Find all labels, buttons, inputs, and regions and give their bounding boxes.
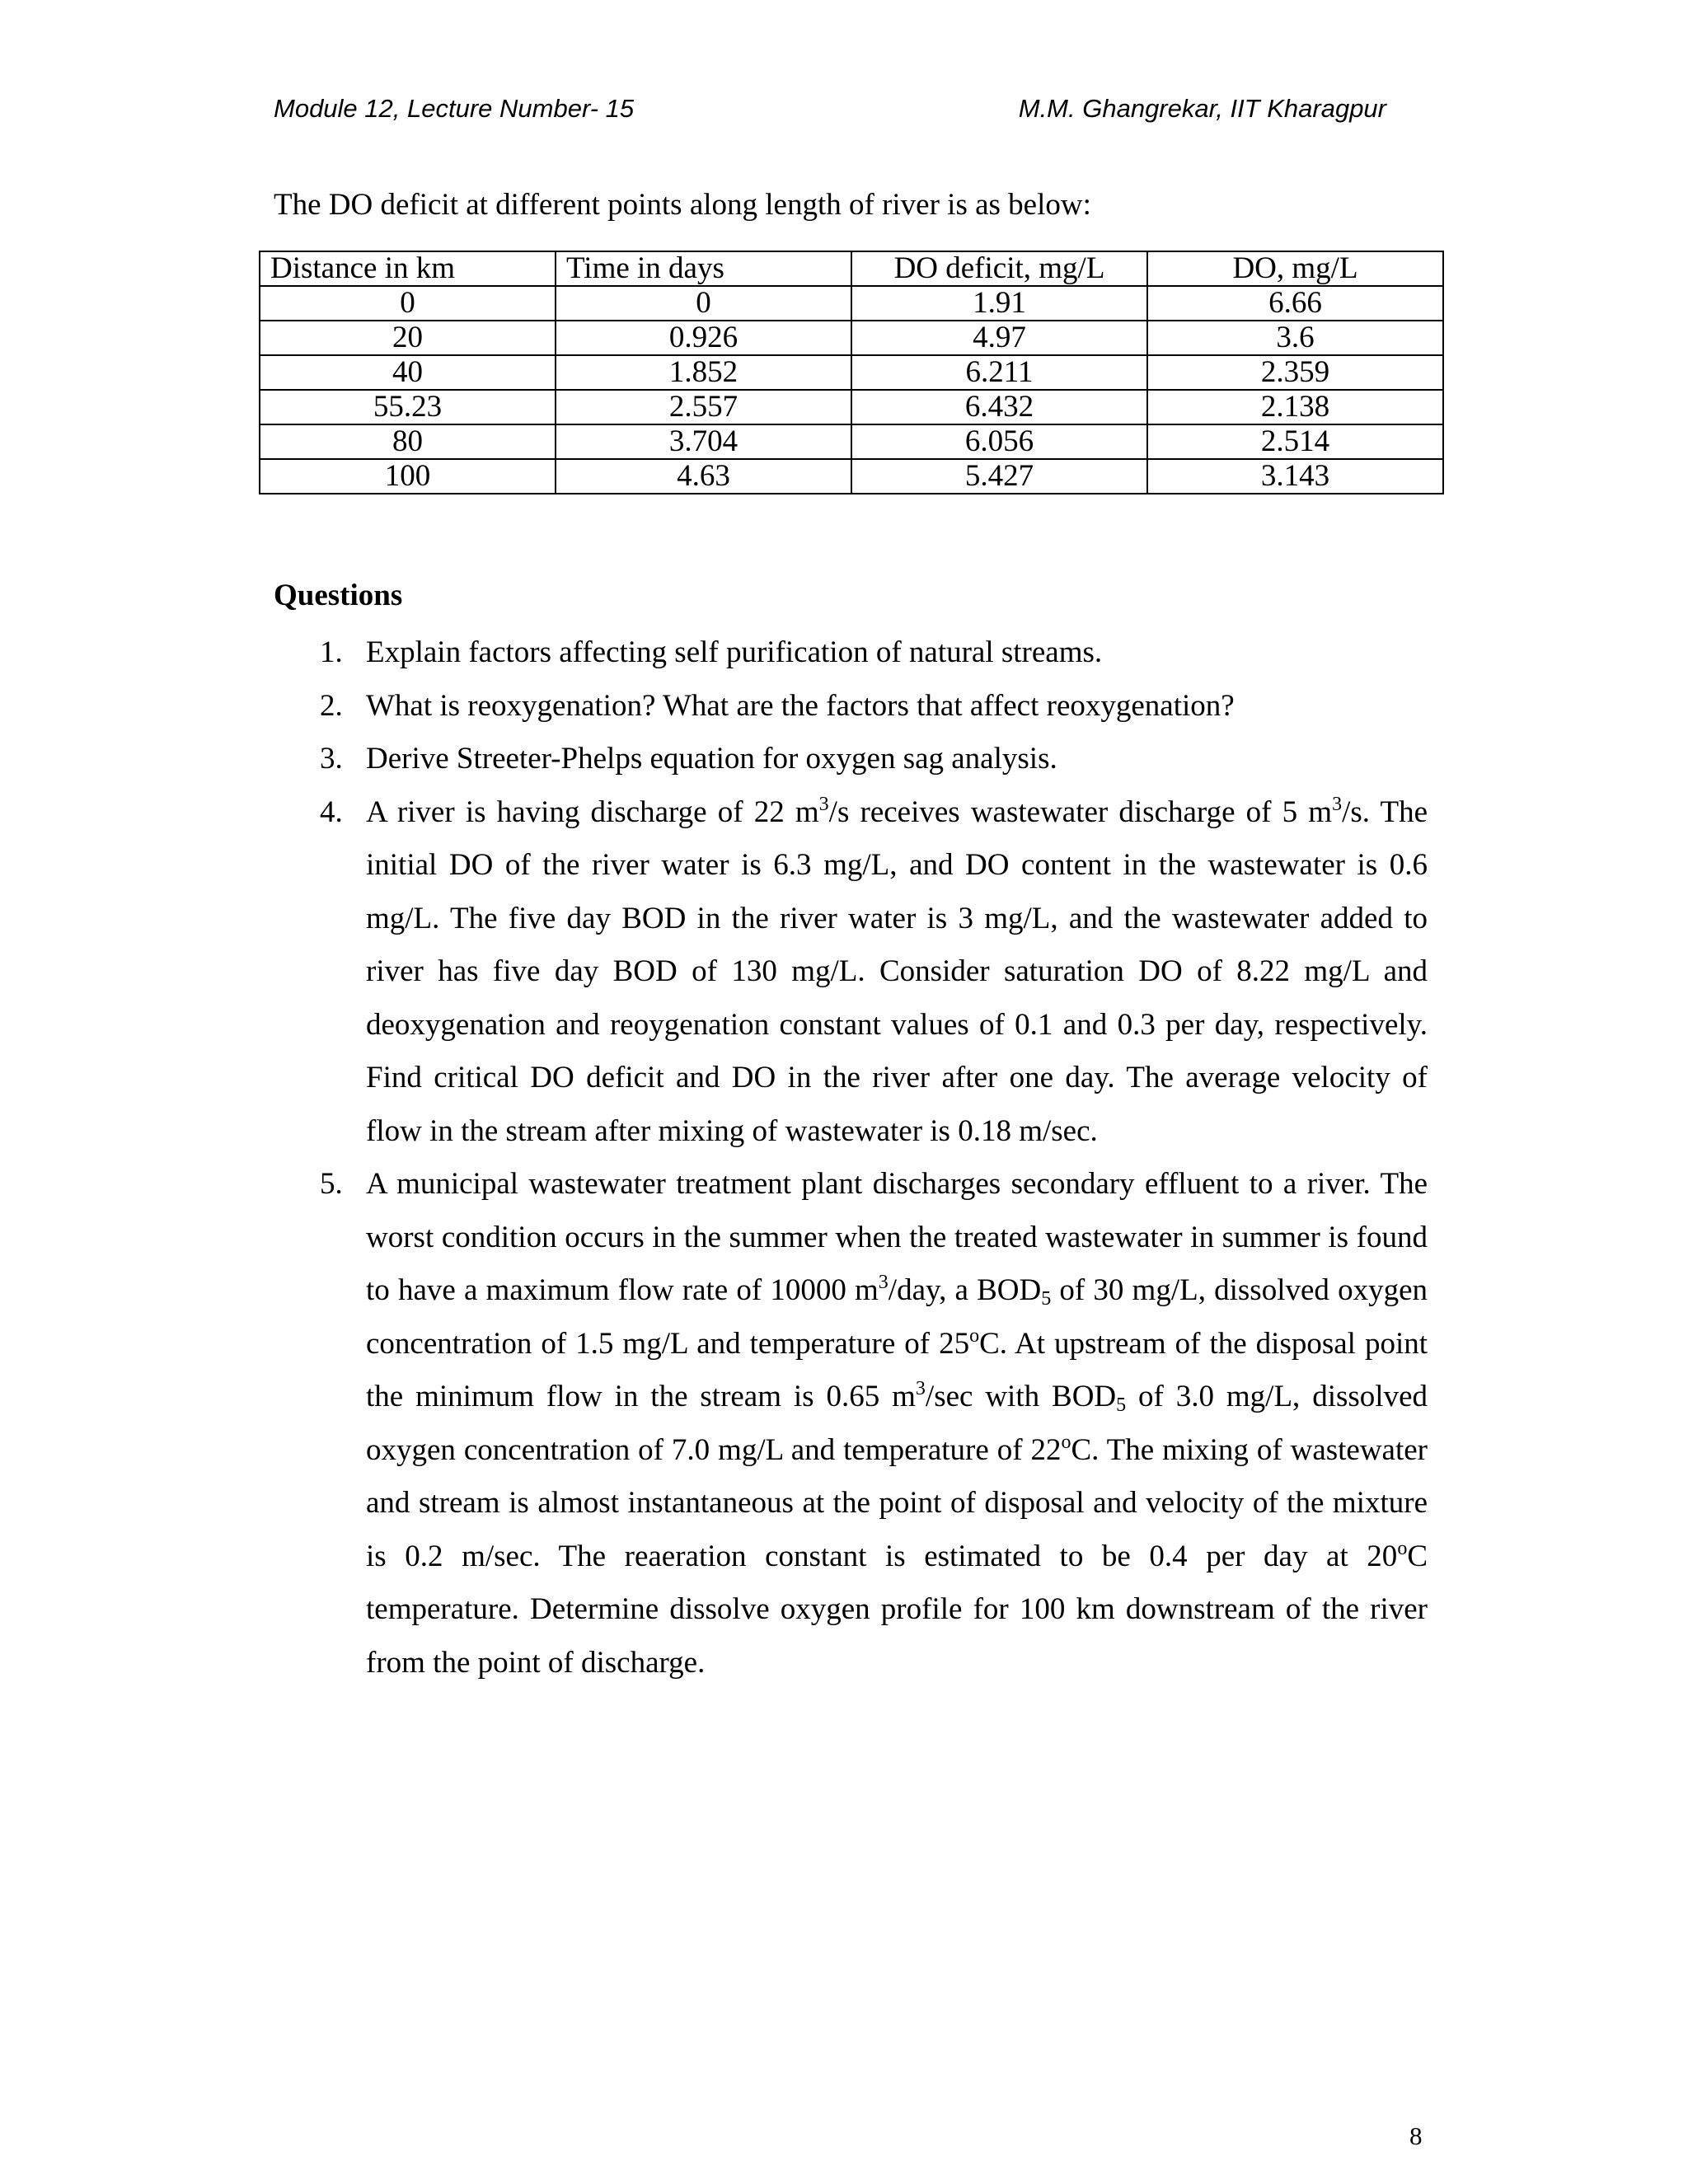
cell-do-deficit: 6.432 (851, 390, 1147, 424)
q5-text-part: of 3.0 mg/L, dissolved oxygen concentration of 7.0 mg/L and temperature of 22 (366, 1380, 1428, 1467)
q5-text-part: C. The mixing of wastewater and stream is almost instantaneous at the point of disposal and velocity of the mixture is 0.2 m/sec. The reaeration constant is estimated to be 0.4 per day at 20 (366, 1432, 1428, 1573)
question-3 (274, 733, 1428, 786)
cell-time: 0 (556, 286, 851, 321)
cell-time: 4.63 (556, 459, 851, 494)
header-do-deficit: DO deficit, mg/L (851, 251, 1147, 286)
table-row (260, 424, 1443, 459)
cell-do: 2.138 (1147, 390, 1443, 424)
q5-subscript: 5 (1116, 1394, 1127, 1416)
question-2 (274, 680, 1428, 733)
cell-do: 2.359 (1147, 355, 1443, 390)
q4-superscript: 3 (1332, 793, 1343, 815)
cell-do-deficit: 6.211 (851, 355, 1147, 390)
q5-text-part: C. At upstream of the disposal point the minimum flow in the stream is 0.65 m (366, 1326, 1428, 1413)
table-row (260, 390, 1443, 424)
q4-text-part: A river is having discharge of 22 m (366, 794, 819, 829)
q5-text-part: C temperature. Determine dissolve oxygen profile for 100 km downstream of the river from the point of discharge. (366, 1539, 1428, 1680)
question-5 (274, 1158, 1428, 1690)
q5-superscript: 3 (878, 1272, 889, 1293)
cell-distance: 100 (260, 459, 556, 494)
cell-do-deficit: 6.056 (851, 424, 1147, 459)
header-do: DO, mg/L (1147, 251, 1443, 286)
cell-distance: 55.23 (260, 390, 556, 424)
q5-superscript: o (1397, 1537, 1408, 1559)
q5-subscript: 5 (1041, 1288, 1052, 1310)
cell-distance: 0 (260, 286, 556, 321)
q5-superscript: 3 (915, 1378, 926, 1399)
header-author: M.M. Ghangrekar, IIT Kharagpur (1018, 94, 1386, 123)
table-intro-text: The DO deficit at different points along length of river is as below: (274, 188, 1091, 222)
question-number: 3. (320, 742, 343, 776)
table-row (260, 459, 1443, 494)
cell-distance: 80 (260, 424, 556, 459)
cell-do-deficit: 5.427 (851, 459, 1147, 494)
question-text (366, 786, 1428, 1159)
question-text (366, 1158, 1428, 1690)
q4-text-part: /s. The initial DO of the river water is 6.3 mg/L, and DO content in the wastewater is 0.6 mg/L. The five day BOD in the river water is 3 mg/L, and the wastewater added to river has five day BOD of 130 mg/L. Consider saturation DO of 8.22 mg/L and deoxygenation and reoygenation constant values of 0.1 and 0.3 per day, respectively. Find critical DO deficit and DO in the river after one day. The average velocity of flow in the stream after mixing of wastewater is 0.18 m/sec. (366, 794, 1428, 1148)
q5-text-part: A municipal wastewater treatment plant discharges secondary effluent to a river. The worst condition occurs in the summer when the treated wastewater in summer is found to have a maximum flow rate of 10000 m (366, 1167, 1428, 1307)
question-4 (274, 786, 1428, 1159)
q5-superscript: o (1061, 1431, 1071, 1453)
question-number: 2. (320, 688, 343, 723)
table-row (260, 355, 1443, 390)
cell-do: 2.514 (1147, 424, 1443, 459)
cell-distance: 20 (260, 321, 556, 355)
cell-time: 2.557 (556, 390, 851, 424)
table-row (260, 321, 1443, 355)
question-number: 5. (320, 1167, 343, 1201)
question-1 (274, 626, 1428, 680)
table-header-row (260, 251, 1443, 286)
page-number: 8 (1409, 2121, 1423, 2150)
questions-list (274, 626, 1428, 1690)
question-text: Explain factors affecting self purification of natural streams. (366, 635, 1103, 669)
q5-text-part: /day, a BOD (888, 1273, 1042, 1307)
cell-do: 3.143 (1147, 459, 1443, 494)
cell-do-deficit: 4.97 (851, 321, 1147, 355)
questions-heading: Questions (274, 579, 403, 612)
cell-time: 3.704 (556, 424, 851, 459)
do-deficit-table (259, 251, 1444, 494)
question-text: Derive Streeter-Phelps equation for oxygen sag analysis. (366, 742, 1057, 776)
cell-do: 3.6 (1147, 321, 1443, 355)
q5-text-part: of 30 mg/L, dissolved oxygen concentration of 1.5 mg/L and temperature of 25 (366, 1273, 1428, 1361)
cell-do: 6.66 (1147, 286, 1443, 321)
header-module-lecture: Module 12, Lecture Number- 15 (274, 94, 635, 123)
cell-time: 1.852 (556, 355, 851, 390)
q5-text-part: /sec with BOD (925, 1380, 1117, 1413)
cell-time: 0.926 (556, 321, 851, 355)
question-text: What is reoxygenation? What are the factors that affect reoxygenation? (366, 688, 1235, 723)
cell-do-deficit: 1.91 (851, 286, 1147, 321)
q4-text-part: /s receives wastewater discharge of 5 m (828, 794, 1333, 829)
table-row (260, 286, 1443, 321)
question-number: 1. (320, 635, 343, 669)
q4-superscript: 3 (818, 793, 829, 815)
header-distance: Distance in km (260, 251, 556, 286)
header-time: Time in days (556, 251, 851, 286)
question-number: 4. (320, 794, 343, 829)
q5-superscript: o (969, 1324, 980, 1347)
cell-distance: 40 (260, 355, 556, 390)
